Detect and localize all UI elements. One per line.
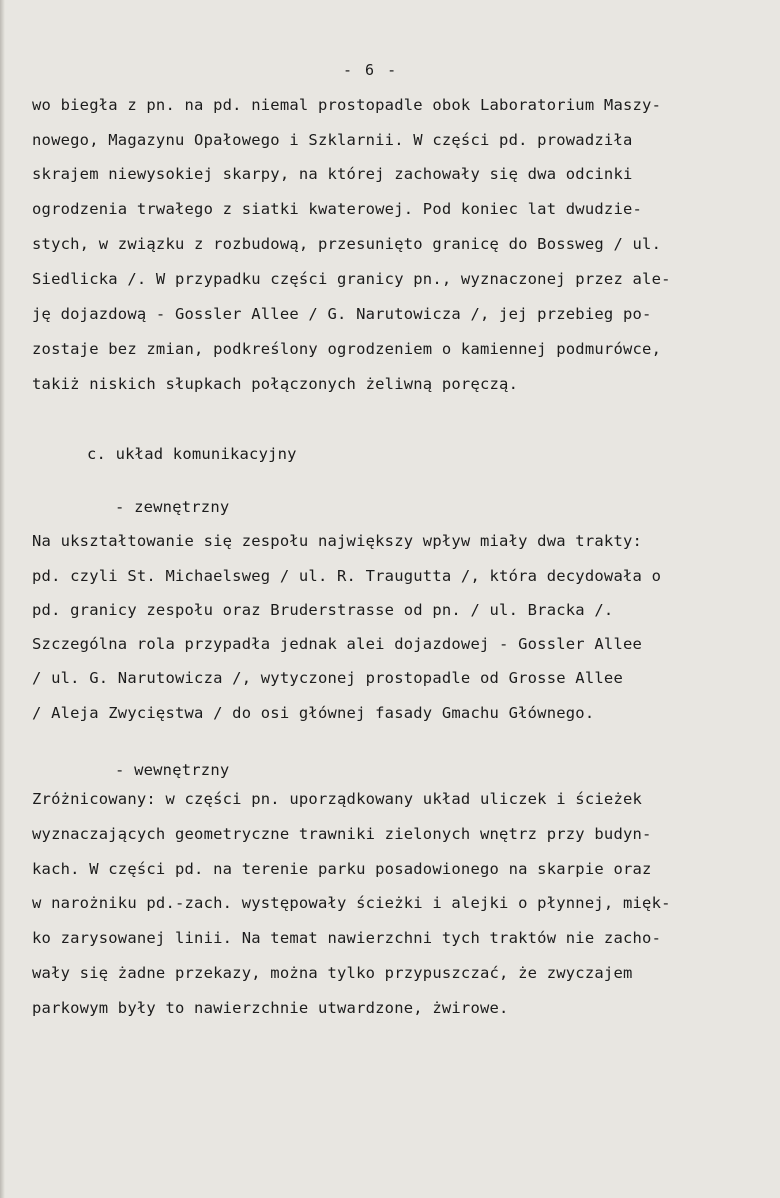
page-number: - 6 - [343, 61, 399, 79]
text-line: wyznaczających geometryczne trawniki zielonych wnętrz przy budyn- [32, 825, 652, 843]
text-line: pd. czyli St. Michaelsweg / ul. R. Traugutta /, która decydowała o [32, 567, 662, 585]
text-line: wo biegła z pn. na pd. niemal prostopadle obok Laboratorium Maszy- [32, 96, 662, 114]
text-line: nowego, Magazynu Opałowego i Szklarnii. W części pd. prowadziła [32, 131, 633, 149]
text-line: Siedlicka /. W przypadku części granicy pn., wyznaczonej przez ale- [32, 270, 671, 288]
text-line: / Aleja Zwycięstwa / do osi głównej fasady Gmachu Głównego. [32, 704, 595, 722]
text-line: Na ukształtowanie się zespołu największy wpływ miały dwa trakty: [32, 532, 643, 550]
text-line: Zróżnicowany: w części pn. uporządkowany układ uliczek i ścieżek [32, 790, 643, 808]
text-line: kach. W części pd. na terenie parku posadowionego na skarpie oraz [32, 860, 652, 878]
text-line: skrajem niewysokiej skarpy, na której zachowały się dwa odcinki [32, 165, 633, 183]
text-line: / ul. G. Narutowicza /, wytyczonej prostopadle od Grosse Allee [32, 669, 623, 687]
text-line: Szczególna rola przypadła jednak alei dojazdowej - Gossler Allee [32, 635, 643, 653]
text-line: wały się żadne przekazy, można tylko przypuszczać, że zwyczajem [32, 964, 633, 982]
text-line: ko zarysowanej linii. Na temat nawierzchni tych traktów nie zacho- [32, 929, 662, 947]
page-edge-shadow [0, 0, 5, 1198]
text-line: stych, w związku z rozbudową, przesunięto granicę do Bossweg / ul. [32, 235, 662, 253]
section-heading: c. układ komunikacyjny [87, 445, 297, 463]
subheading-internal: - wewnętrzny [115, 761, 230, 779]
subheading-external: - zewnętrzny [115, 498, 230, 516]
text-line: parkowym były to nawierzchnie utwardzone, żwirowe. [32, 999, 509, 1017]
text-line: ogrodzenia trwałego z siatki kwaterowej. Pod koniec lat dwudzie- [32, 200, 643, 218]
text-line: pd. granicy zespołu oraz Bruderstrasse od pn. / ul. Bracka /. [32, 601, 614, 619]
text-line: takiż niskich słupkach połączonych żeliwną poręczą. [32, 375, 519, 393]
text-line: w narożniku pd.-zach. występowały ścieżki i alejki o płynnej, mięk- [32, 894, 671, 912]
text-line: ję dojazdową - Gossler Allee / G. Narutowicza /, jej przebieg po- [32, 305, 652, 323]
text-line: zostaje bez zmian, podkreślony ogrodzeniem o kamiennej podmurówce, [32, 340, 662, 358]
